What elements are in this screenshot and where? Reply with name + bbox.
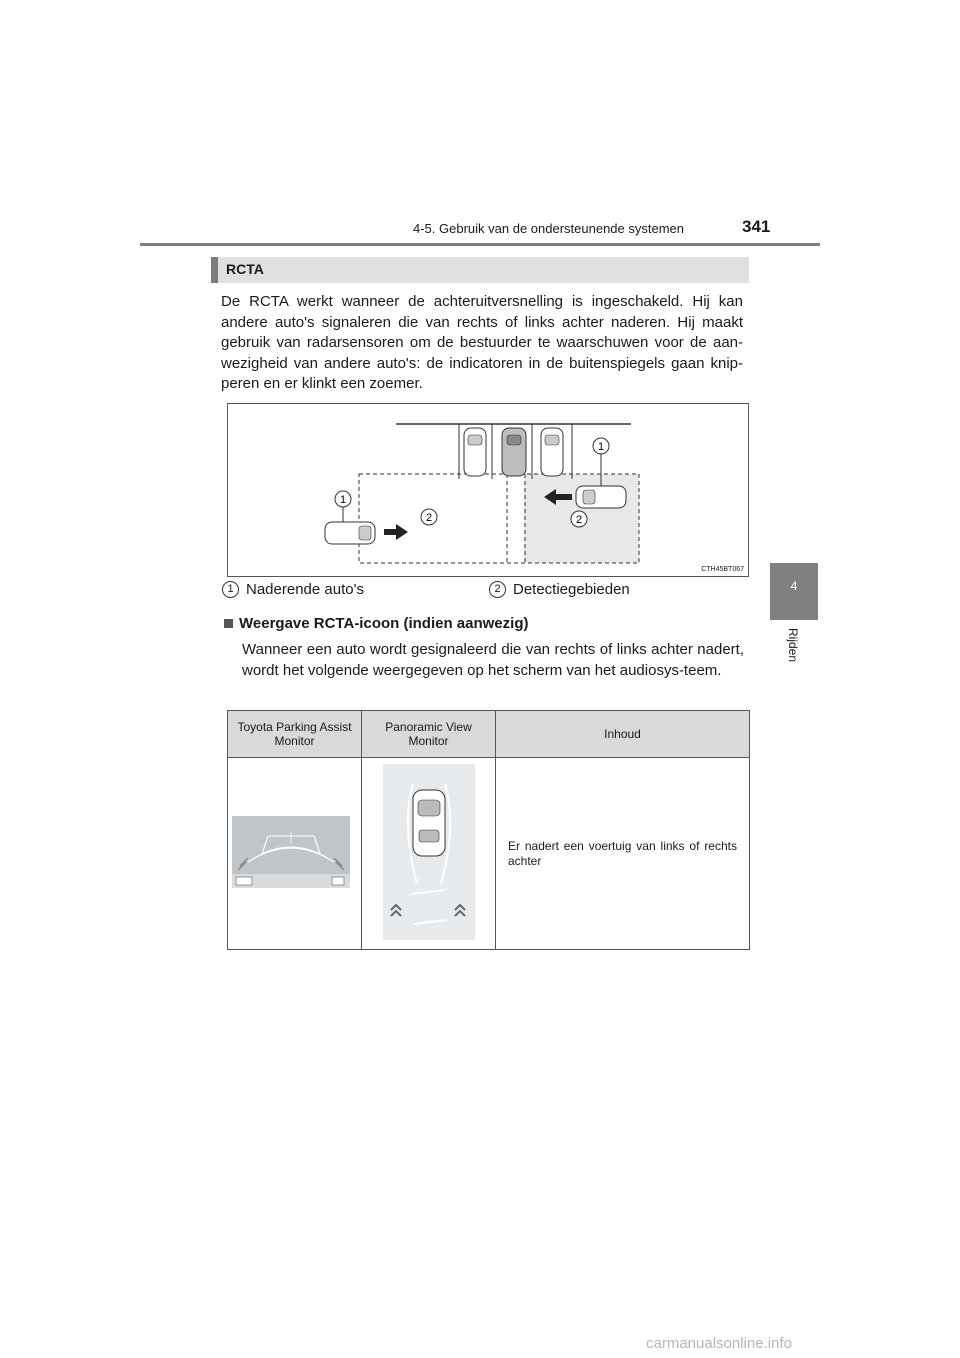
square-bullet-icon [224,619,233,628]
callout-label: 1 [339,494,347,506]
header-section-title: 4-5. Gebruik van de ondersteunende systemen [413,221,685,236]
legend-item [489,581,630,598]
chapter-label [782,628,806,688]
callout-label: 2 [575,514,583,526]
table-header: Toyota Parking Assist Monitor [228,711,362,758]
table-header: Inhoud [496,711,750,758]
legend-number: 1 [222,581,239,598]
rcta-illustration [228,404,748,576]
panoramic-view-screen [383,764,475,940]
chapter-tab [770,563,818,620]
section-heading-bar [211,257,749,283]
table-row [228,758,750,950]
panoramic-view-screen-cell [362,758,496,950]
parked-car [541,428,563,476]
legend-number: 2 [489,581,506,598]
chapter-number: 4 [790,579,798,593]
callout-label: 1 [597,441,605,453]
legend-label: Naderende auto's [246,581,364,598]
subsection-heading [224,615,528,632]
watermark: carmanualsonline.info [646,1335,792,1352]
legend-label: Detectiegebieden [513,581,630,598]
callout-label: 2 [425,512,433,524]
page-number: 341 [742,217,771,236]
header-rule [140,243,820,246]
figure-code: CTH45BT067 [701,566,744,573]
subsection-heading-text: Weergave RCTA-icoon (indien aanwezig) [239,615,529,632]
table-header-row [228,711,750,758]
section-title: RCTA [226,261,264,277]
toyota-parking-assist-screen-cell [228,758,362,950]
parked-car-center [502,428,526,476]
parked-car [464,428,486,476]
chapter-label-text: Rijden [786,628,800,663]
content-cell [496,758,750,950]
rcta-icon-table [227,710,750,950]
legend-item [222,581,364,598]
rcta-figure [227,403,749,577]
approaching-car-left [325,522,375,544]
detection-zone-left [359,474,524,563]
row-content: Er nadert een voertuig van links of rechts achter [508,838,737,868]
parking-assist-screen [232,816,350,888]
subsection-body: Wanneer een auto wordt gesignaleerd die van rechts of links achter nadert, wordt het volgende weergegeven op het scherm van het audiosys-teem. [242,641,744,679]
approaching-car-right [576,486,626,508]
table-header: Panoramic View Monitor [362,711,496,758]
section-paragraph: De RCTA werkt wanneer de achteruitversnelling is ingeschakeld. Hij kan andere auto's signaleren die van rechts of links achter naderen. Hij maakt gebruik van radarsensoren om de bestuurder te waarschuwen voor de aan-wezigheid van andere auto's: de indicatoren in de buitenspiegels gaan knip-peren en er klinkt een zoemer. [221,293,743,393]
